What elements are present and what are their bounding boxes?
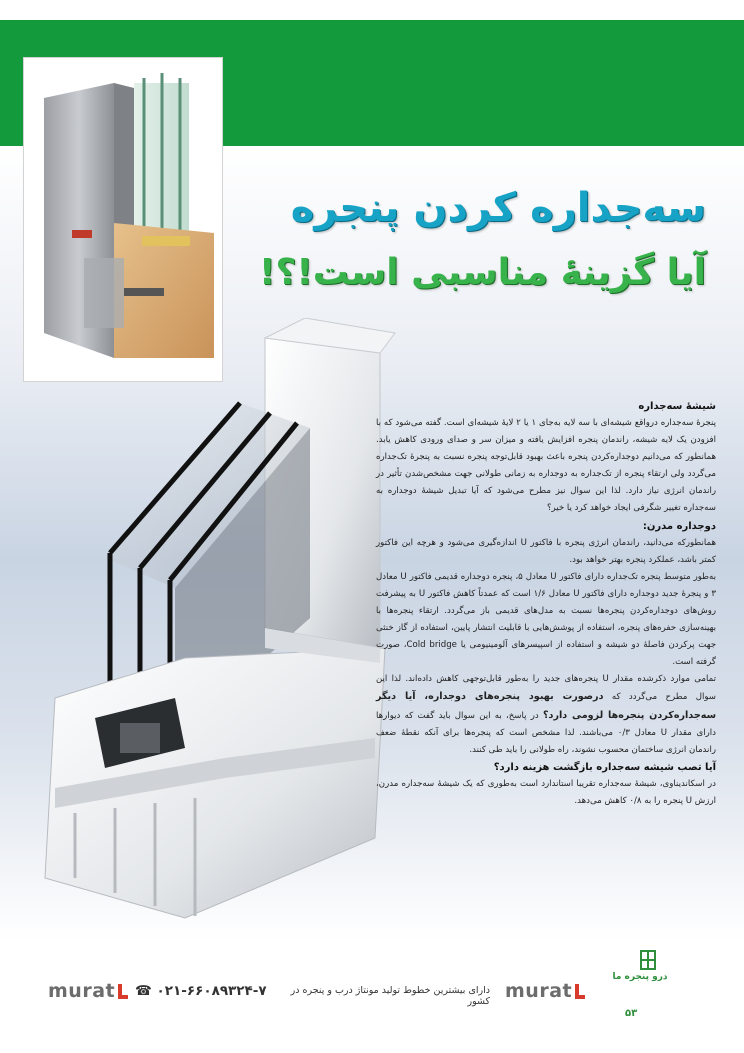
page-subtitle: آیا گزینهٔ مناسبی است!؟! (259, 252, 706, 293)
brand-name: murat (48, 980, 116, 1002)
brand-logo-right (505, 980, 585, 1002)
window-logo-icon (610, 948, 670, 988)
brand-logo-left (48, 980, 128, 1002)
article-body (376, 398, 716, 810)
brand-mark-icon (575, 984, 585, 999)
paragraph-with-question (376, 671, 716, 758)
paragraph: به‌طور متوسط پنجره تک‌جداره دارای فاکتور U معادل ۵، پنجره دوجداره قدیمی فاکتور U معادل ۳ و پنجرهٔ جدید دوجداره دارای فاکتور U معادل ۱/۶ است که عمدتاً کاهش فاکتور U به پیشرفت روش‌های دوجداره‌کردن پنجره‌ها نسبت به مدل‌های قدیمی باز می‌گردد. ارتقاء پنجره‌ها با بهینه‌سازی حفره‌های پنجره، استفاده از پوشش‌هایی با قابلیت انتشار پایین، استفاده از گاز خنثی جهت پرکردن فاصلهٔ دو شیشه و استفاده از اسپیسرهای آلومینیومی یا Cold bridge، صورت گرفته است. (376, 571, 717, 668)
bold-question: درصورت بهبود پنجره‌های دوجداره، آیا دیگر سه‌جداره‌کردن پنجره‌ها لزومی دارد؟ (376, 691, 717, 721)
pvc-window-section-illustration (35, 318, 405, 933)
phone-number (135, 983, 267, 999)
paragraph: پنجرهٔ سه‌جداره درواقع شیشه‌ای با سه لایه به‌جای ۱ یا ۲ لایهٔ شیشه‌ای است. گفته می‌شود که با افزودن یک لایه شیشه، راندمان پنجره افزایش یافته و میزان سر و صدای ورودی کاهش یابد. همانطور که می‌دانیم دوجداره‌کردن پنجره باعث بهبود قابل‌توجه پنجره نسبت به پنجرهٔ تک‌جداره می‌گردد ولی ارتقاء پنجره از تک‌جداره به دوجداره به زمانی طولانی جهت مشخص‌شدن تأثیر در راندمان انرژی نیاز دارد. لذا این سوال نیز مطرح می‌شود که آیا تبدیل شیشهٔ دوجداره به سه‌جداره تغییر شگرفی ایجاد خواهد کرد یا خیر؟ (376, 418, 716, 514)
pvc-triple-glazing-image (35, 318, 405, 933)
brand-name: murat (505, 980, 573, 1002)
phone-text: ۰۲۱-۶۶۰۸۹۳۲۴-۷ (156, 983, 267, 999)
paragraph-text: در پاسخ، به این سوال باید گفت که دیوارها دارای مقدار U معادل ۰/۳ می‌باشند. لذا مشخص است که پنجره‌ها برای آنکه نقطهٔ ضعف راندمان انرژی ساختمان محسوب نشوند، راه طولانی را باید طی کنند. (376, 710, 716, 755)
magazine-name: درو پنجره ما (612, 972, 668, 982)
section-heading-modern-double: دوجداره مدرن: (642, 520, 716, 532)
page-number: ۵۳ (625, 1008, 638, 1019)
footer-tagline: دارای بیشترین خطوط تولید مونتاژ درب و پنجره در کشور (290, 985, 490, 1007)
section-heading-payback: آیا تصب شیشه سه‌جداره بازگشت هزینه دارد؟ (493, 761, 716, 773)
magazine-logo (610, 948, 670, 1008)
paragraph: همانطورکه می‌دانید، راندمان انرژی پنجره با فاکتور U اندازه‌گیری می‌شود و هرچه این فاکتور کمتر باشد، عملکرد پنجره بهتر خواهد بود. (376, 537, 716, 565)
section-heading-triple-glass: شیشهٔ سه‌جداره (638, 401, 716, 412)
paragraph: در اسکاندیناوی، شیشهٔ سه‌جداره تقریبا استاندارد است به‌طوری که یک شیشهٔ سه‌جداره مدرن، ارزش U پنجره را به ۰/۸ کاهش می‌دهد. (376, 778, 716, 806)
phone-icon: ☎ (135, 983, 152, 999)
paragraph-text: تمامی موارد ذکرشده مقدار U پنجره‌های جدید را به‌طور قابل‌توجهی کاهش داده‌اند. لذا این سوال مطرح می‌گردد که (376, 674, 716, 703)
page-title: سه‌جداره کردن پنجره (290, 185, 706, 231)
brand-mark-icon (118, 984, 128, 999)
